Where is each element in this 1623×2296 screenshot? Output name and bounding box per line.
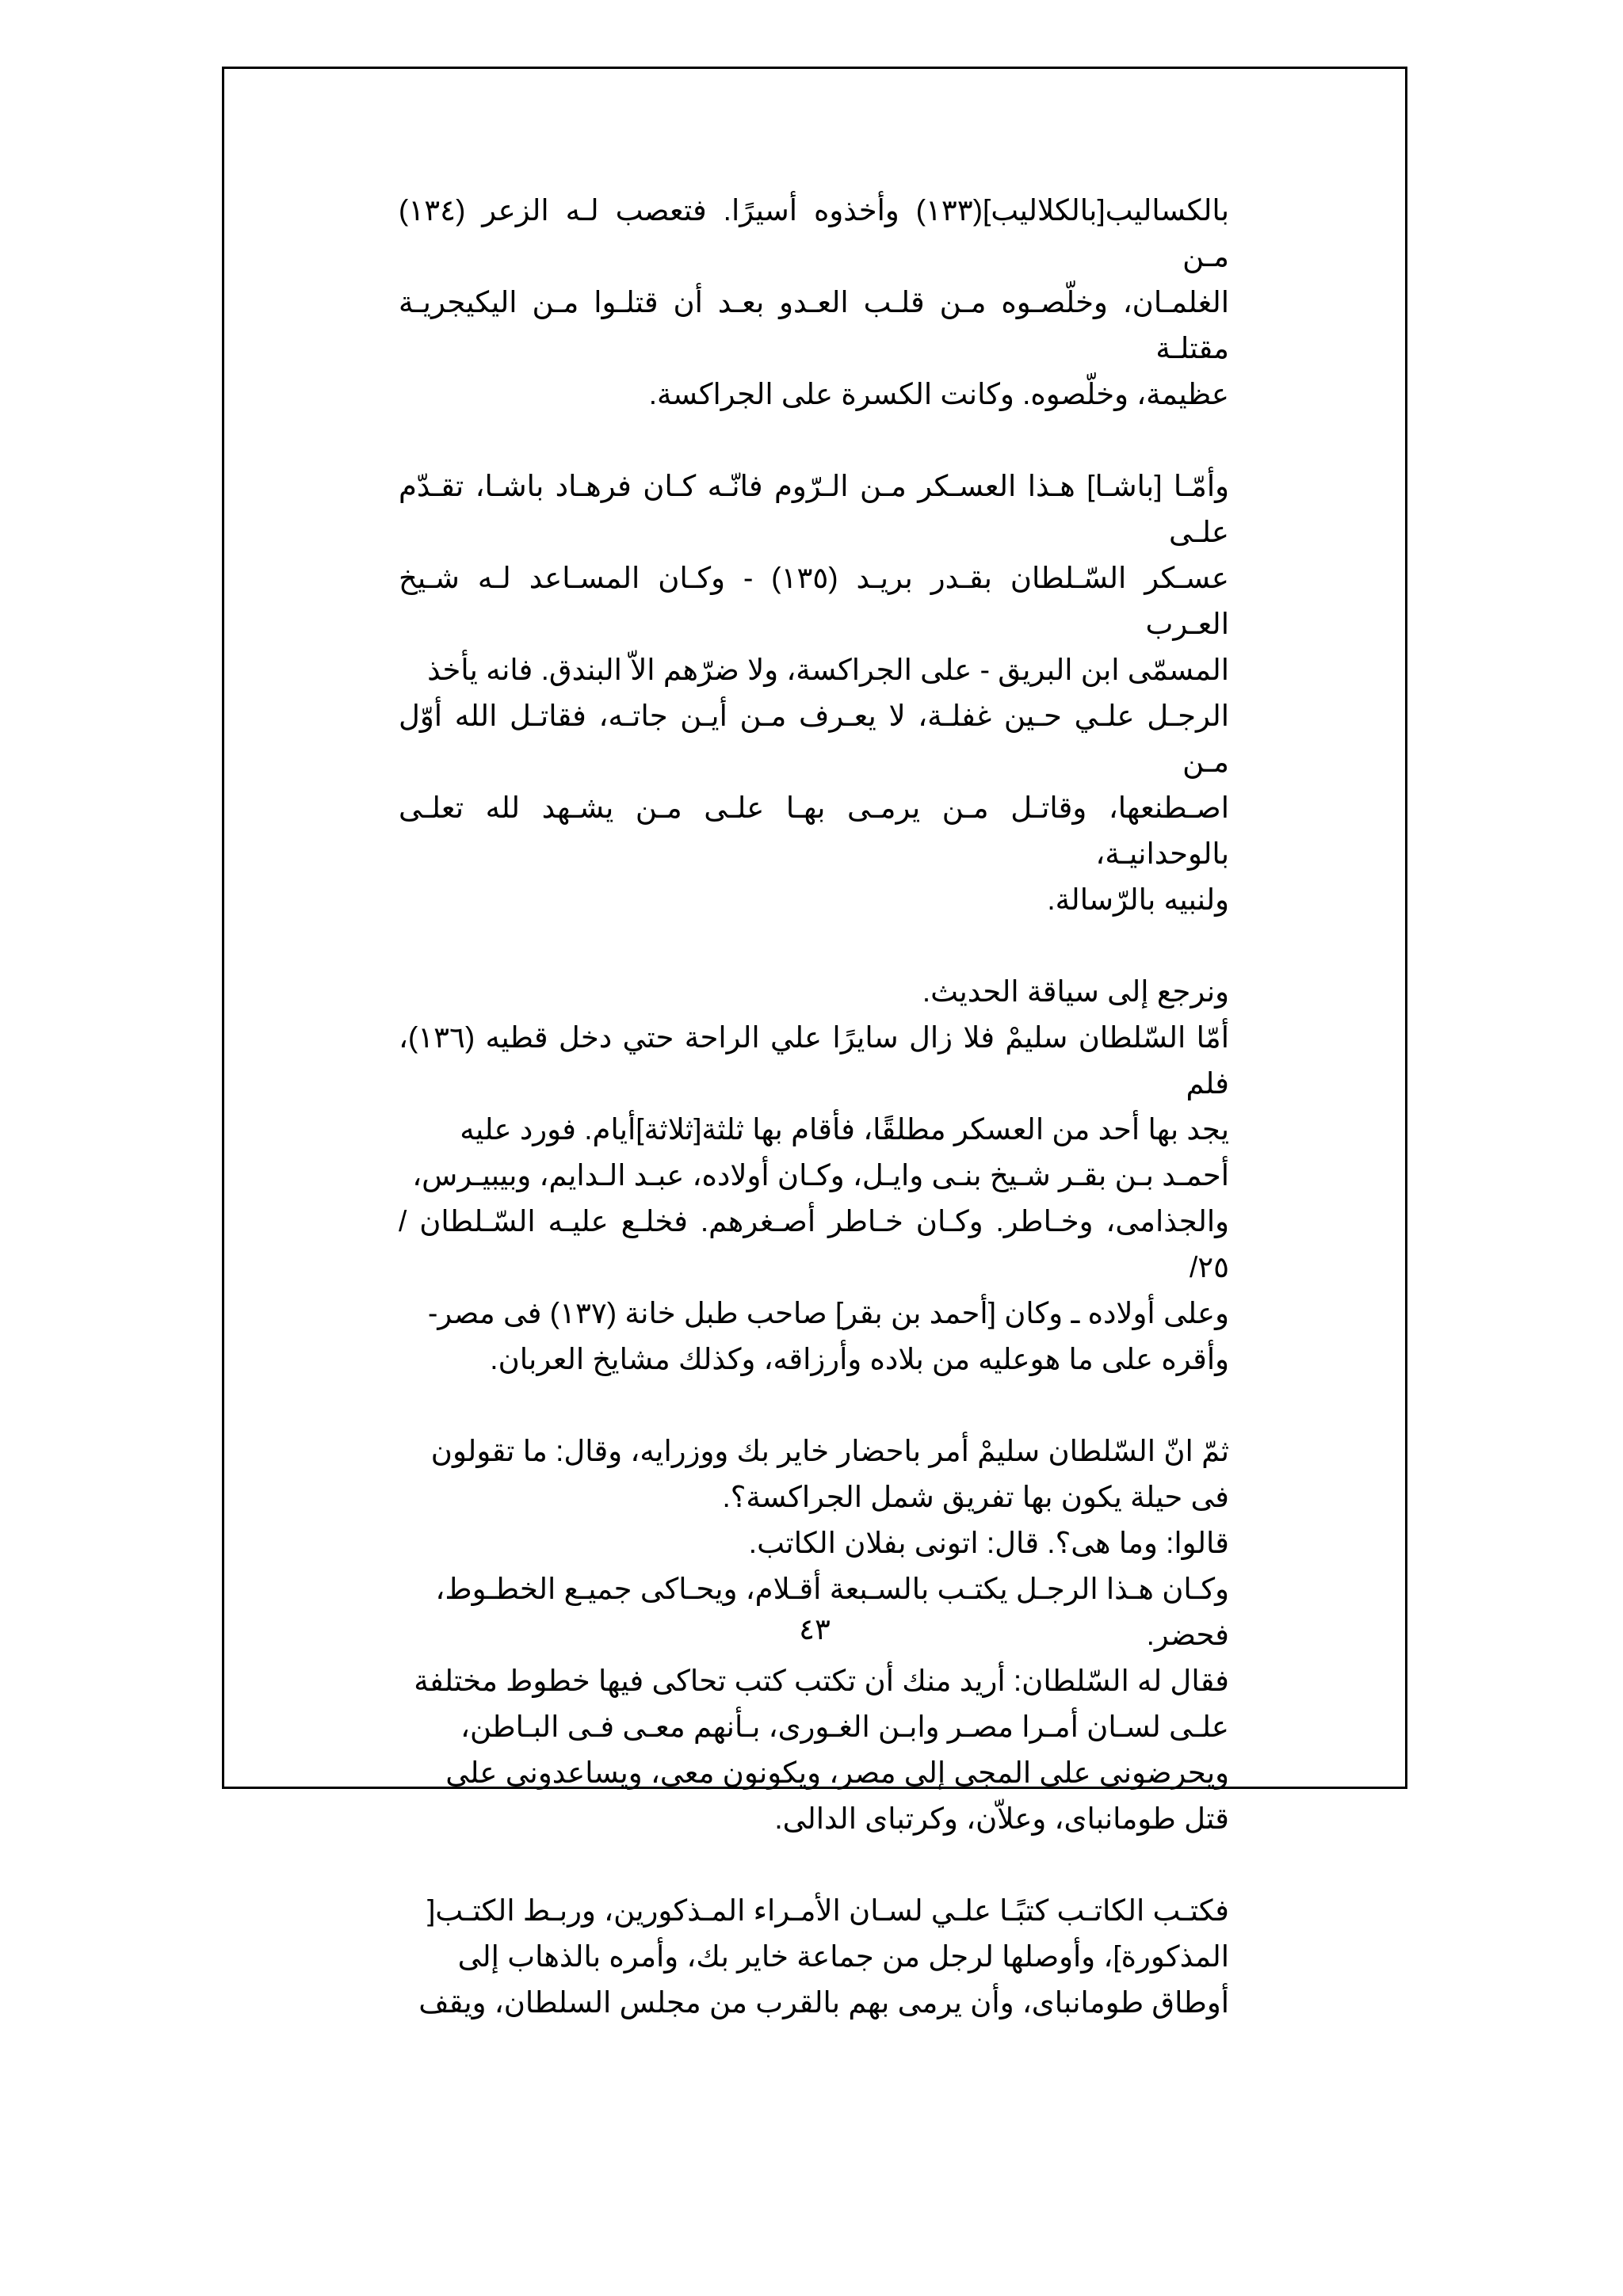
- page-number: ٤٣: [799, 1613, 831, 1646]
- text-line: وأقره على ما هوعليه من بلاده وأرزاقه، وكذلك مشايخ العربان.: [490, 1343, 1229, 1375]
- text-line: أوطاق طومانباى، وأن يرمى بهم بالقرب من مجلس السلطان، ويقف: [418, 1986, 1229, 2019]
- paragraph-spacer: [399, 1383, 1229, 1428]
- text-line: يجد بها أحد من العسكر مطلقًا، فأقام بها ثلثة[ثلاثة]أيام. فورد عليه: [460, 1113, 1229, 1146]
- text-line: عظيمة، وخلّصوه. وكانت الكسرة على الجراكسة.: [648, 378, 1229, 410]
- text-line: بالكساليب[بالكلاليب](١٣٣) وأخذوه أسيرًا. فتعصب لـه الزعر (١٣٤) مـن: [399, 194, 1229, 273]
- text-line: قتل طومانباى، وعلاّن، وكرتباى الدالى.: [774, 1802, 1229, 1835]
- text-line: المذكورة]، وأوصلها لرجل من جماعة خاير بك، وأمره بالذهاب إلى: [457, 1940, 1229, 1973]
- paragraph-spacer: [399, 1842, 1229, 1888]
- document-body: [399, 188, 1229, 2026]
- text-line: ثمّ انّ السّلطان سليمْ أمر باحضار خاير بك ووزرايه، وقال: ما تقولون: [430, 1435, 1229, 1467]
- text-line: الغلمـان، وخلّصـوه مـن قلـب العـدو بعـد أن قتلـوا مـن اليكيجريـة مقتلـة: [399, 286, 1229, 364]
- text-line: ولنبيه بالرّسالة.: [1047, 883, 1229, 916]
- text-line: وعلى أولاده ـ وكان [أحمد بن بقر] صاحب طبل خانة (١٣٧) فى مصر-: [428, 1297, 1229, 1329]
- text-line: فكتـب الكاتـب كتبًـا علـي لسـان الأمـراء المـذكورين، وربـط الكتـب[: [427, 1894, 1229, 1927]
- text-line: ويحرضونى على المجى إلى مصر، ويكونون معى، ويساعدونى على: [445, 1756, 1229, 1789]
- text-line: علـى لسـان أمـرا مصـر وابـن الغـورى، بـأنهم معـى فـى البـاطن،: [460, 1711, 1229, 1743]
- text-line: فقال له السّلطان: أريد منك أن تكتب كتب تحاكى فيها خطوط مختلفة: [414, 1665, 1229, 1697]
- text-line: فحضر.: [1146, 1619, 1229, 1651]
- text-line: الرجـل علـي حـين غفلـة، لا يعـرف مـن أيـن جاتـه، فقاتـل الله أوّل مـن: [399, 700, 1230, 778]
- text-line: المسمّى ابن البريق - على الجراكسة، ولا ضرّهم الاّ البندق. فانه يأخذ: [427, 654, 1229, 686]
- text-line: أمّا السّلطان سليمْ فلا زال سايرًا علي الراحة حتي دخل قطيه (١٣٦)، فلم: [399, 1021, 1229, 1100]
- text-line: والجذامى، وخـاطر. وكـان خـاطر أصـغرهم. فخلـع عليـه السّـلطان /٢٥/: [399, 1205, 1229, 1283]
- paragraph-3: [399, 969, 1229, 1383]
- text-line: وأمّـا [باشـا] هـذا العسـكر مـن الـرّوم فانّـه كـان فرهـاد باشـا، تقـدّم علـى: [399, 470, 1229, 548]
- text-line: اصـطنعها، وقاتـل مـن يرمـى بهـا علـى مـن يشـهد لله تعلـى بالوحدانيـة،: [399, 791, 1229, 870]
- text-line: فى حيلة يكون بها تفريق شمل الجراكسة؟.: [722, 1481, 1229, 1513]
- paragraph-1: [399, 188, 1229, 418]
- paragraph-spacer: [399, 418, 1229, 463]
- paragraph-spacer: [399, 923, 1229, 969]
- page-border: [222, 67, 1407, 2019]
- text-line: ونرجع إلى سياقة الحديث.: [922, 975, 1229, 1008]
- text-line: قالوا: وما هى؟. قال: اتونى بفلان الكاتب.: [748, 1527, 1229, 1559]
- text-line: أحمـد بـن بقـر شـيخ بنـى وايـل، وكـان أولاده، عبـد الـدايم، وبيبيـرس،: [412, 1159, 1229, 1192]
- text-line: عسـكر السّـلطان بقـدر بريـد (١٣٥) - وكـان المسـاعد لـه شـيخ العـرب: [399, 562, 1229, 640]
- paragraph-2: [399, 463, 1229, 923]
- text-line: وكـان هـذا الرجـل يكتـب بالسـبعة أقـلام، ويحـاكى جميـع الخطـوط،: [435, 1573, 1229, 1605]
- paragraph-5: [399, 1888, 1229, 2026]
